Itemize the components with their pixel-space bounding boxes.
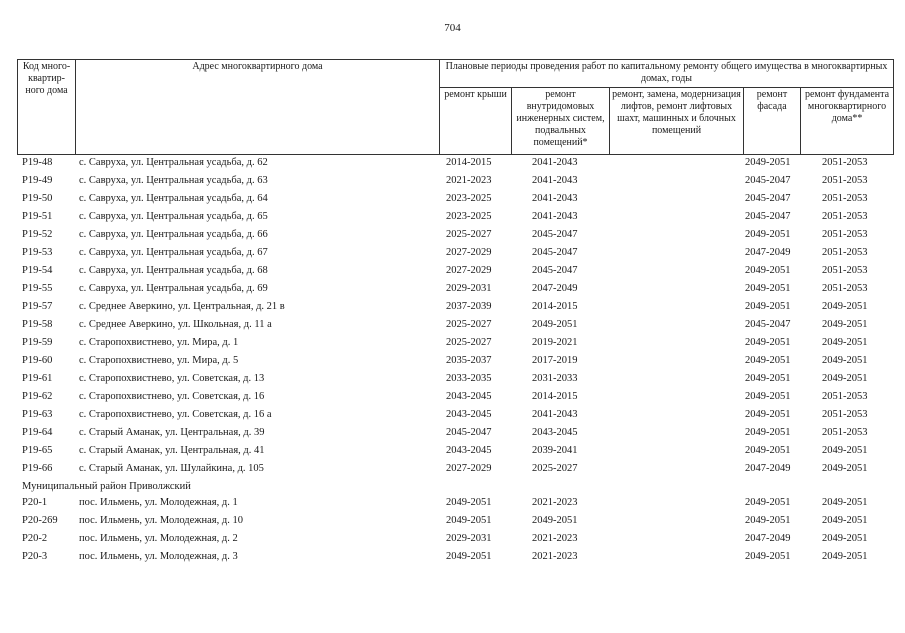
table-row bbox=[17, 354, 893, 372]
cell-address: с. Савруха, ул. Центральная усадьба, д. 67 bbox=[79, 247, 268, 258]
cell-facade: 2049-2051 bbox=[745, 373, 791, 384]
table-row bbox=[17, 210, 893, 228]
table-row bbox=[17, 444, 893, 462]
cell-engineering: 2045-2047 bbox=[532, 229, 578, 240]
cell-engineering: 2041-2043 bbox=[532, 175, 578, 186]
cell-facade: 2045-2047 bbox=[745, 211, 791, 222]
cell-facade: 2049-2051 bbox=[745, 355, 791, 366]
cell-foundation: 2051-2053 bbox=[822, 265, 868, 276]
cell-code: Р20-269 bbox=[22, 515, 58, 526]
cell-address: с. Старый Аманак, ул. Шулайкина, д. 105 bbox=[79, 463, 264, 474]
cell-roof: 2033-2035 bbox=[446, 373, 492, 384]
cell-facade: 2049-2051 bbox=[745, 283, 791, 294]
table-row bbox=[17, 156, 893, 174]
cell-roof: 2035-2037 bbox=[446, 355, 492, 366]
section-title: Муниципальный район Приволжский bbox=[22, 481, 191, 492]
cell-address: пос. Ильмень, ул. Молодежная, д. 3 bbox=[79, 551, 238, 562]
cell-code: Р19-50 bbox=[22, 193, 53, 204]
cell-foundation: 2051-2053 bbox=[822, 211, 868, 222]
table-row bbox=[17, 282, 893, 300]
table-row bbox=[17, 496, 893, 514]
table-row bbox=[17, 192, 893, 210]
cell-engineering: 2041-2043 bbox=[532, 193, 578, 204]
cell-facade: 2049-2051 bbox=[745, 427, 791, 438]
cell-foundation: 2051-2053 bbox=[822, 193, 868, 204]
cell-engineering: 2021-2023 bbox=[532, 533, 578, 544]
cell-engineering: 2049-2051 bbox=[532, 515, 578, 526]
cell-foundation: 2051-2053 bbox=[822, 409, 868, 420]
cell-address: с. Старопохвистнево, ул. Мира, д. 5 bbox=[79, 355, 239, 366]
cell-engineering: 2041-2043 bbox=[532, 409, 578, 420]
cell-code: Р19-59 bbox=[22, 337, 53, 348]
cell-address: с. Старопохвистнево, ул. Советская, д. 13 bbox=[79, 373, 265, 384]
cell-engineering: 2043-2045 bbox=[532, 427, 578, 438]
cell-code: Р19-53 bbox=[22, 247, 53, 258]
cell-roof: 2049-2051 bbox=[446, 497, 492, 508]
cell-engineering: 2017-2019 bbox=[532, 355, 578, 366]
cell-address: с. Старый Аманак, ул. Центральная, д. 41 bbox=[79, 445, 265, 456]
cell-roof: 2043-2045 bbox=[446, 409, 492, 420]
cell-code: Р19-64 bbox=[22, 427, 53, 438]
cell-roof: 2025-2027 bbox=[446, 319, 492, 330]
section-heading bbox=[17, 480, 893, 496]
cell-facade: 2045-2047 bbox=[745, 175, 791, 186]
cell-foundation: 2049-2051 bbox=[822, 533, 868, 544]
cell-engineering: 2031-2033 bbox=[532, 373, 578, 384]
table-row bbox=[17, 318, 893, 336]
cell-address: пос. Ильмень, ул. Молодежная, д. 2 bbox=[79, 533, 238, 544]
cell-code: Р19-61 bbox=[22, 373, 53, 384]
cell-address: с. Савруха, ул. Центральная усадьба, д. 66 bbox=[79, 229, 268, 240]
cell-address: с. Савруха, ул. Центральная усадьба, д. 64 bbox=[79, 193, 268, 204]
cell-address: с. Савруха, ул. Центральная усадьба, д. 62 bbox=[79, 157, 268, 168]
table-row bbox=[17, 426, 893, 444]
cell-roof: 2027-2029 bbox=[446, 265, 492, 276]
cell-engineering: 2014-2015 bbox=[532, 391, 578, 402]
cell-code: Р19-51 bbox=[22, 211, 53, 222]
cell-code: Р19-60 bbox=[22, 355, 53, 366]
cell-roof: 2029-2031 bbox=[446, 533, 492, 544]
cell-address: с. Савруха, ул. Центральная усадьба, д. 69 bbox=[79, 283, 268, 294]
cell-code: Р19-63 bbox=[22, 409, 53, 420]
cell-facade: 2049-2051 bbox=[745, 409, 791, 420]
cell-foundation: 2051-2053 bbox=[822, 427, 868, 438]
table-row bbox=[17, 264, 893, 282]
cell-code: Р20-1 bbox=[22, 497, 48, 508]
cell-facade: 2047-2049 bbox=[745, 533, 791, 544]
cell-roof: 2043-2045 bbox=[446, 445, 492, 456]
cell-roof: 2014-2015 bbox=[446, 157, 492, 168]
header-facade: ремонт фасада bbox=[744, 88, 801, 155]
cell-address: пос. Ильмень, ул. Молодежная, д. 10 bbox=[79, 515, 243, 526]
cell-facade: 2047-2049 bbox=[745, 463, 791, 474]
cell-foundation: 2051-2053 bbox=[822, 247, 868, 258]
cell-facade: 2049-2051 bbox=[745, 445, 791, 456]
table-row bbox=[17, 174, 893, 192]
cell-roof: 2027-2029 bbox=[446, 463, 492, 474]
header-lifts: ремонт, замена, модернизация лифтов, ремонт лифтовых шахт, машинных и блочных помещений bbox=[610, 88, 744, 155]
table-body bbox=[17, 156, 893, 568]
cell-engineering: 2025-2027 bbox=[532, 463, 578, 474]
cell-foundation: 2049-2051 bbox=[822, 373, 868, 384]
cell-facade: 2045-2047 bbox=[745, 193, 791, 204]
cell-address: с. Савруха, ул. Центральная усадьба, д. 63 bbox=[79, 175, 268, 186]
cell-foundation: 2049-2051 bbox=[822, 463, 868, 474]
header-foundation: ремонт фундамента многоквартирного дома** bbox=[801, 88, 894, 155]
cell-roof: 2021-2023 bbox=[446, 175, 492, 186]
cell-engineering: 2019-2021 bbox=[532, 337, 578, 348]
cell-facade: 2045-2047 bbox=[745, 319, 791, 330]
header-address: Адрес многоквартирного дома bbox=[76, 60, 440, 155]
cell-roof: 2045-2047 bbox=[446, 427, 492, 438]
page-number: 704 bbox=[444, 22, 461, 34]
cell-facade: 2049-2051 bbox=[745, 515, 791, 526]
cell-code: Р20-2 bbox=[22, 533, 48, 544]
cell-roof: 2043-2045 bbox=[446, 391, 492, 402]
cell-code: Р19-52 bbox=[22, 229, 53, 240]
cell-engineering: 2021-2023 bbox=[532, 497, 578, 508]
cell-facade: 2049-2051 bbox=[745, 265, 791, 276]
table-row bbox=[17, 390, 893, 408]
cell-foundation: 2051-2053 bbox=[822, 283, 868, 294]
cell-address: с. Старый Аманак, ул. Центральная, д. 39 bbox=[79, 427, 265, 438]
cell-engineering: 2021-2023 bbox=[532, 551, 578, 562]
cell-foundation: 2049-2051 bbox=[822, 355, 868, 366]
cell-address: с. Савруха, ул. Центральная усадьба, д. 65 bbox=[79, 211, 268, 222]
cell-code: Р19-54 bbox=[22, 265, 53, 276]
table-row bbox=[17, 228, 893, 246]
cell-code: Р19-58 bbox=[22, 319, 53, 330]
cell-foundation: 2049-2051 bbox=[822, 551, 868, 562]
cell-foundation: 2051-2053 bbox=[822, 229, 868, 240]
cell-facade: 2047-2049 bbox=[745, 247, 791, 258]
cell-code: Р19-55 bbox=[22, 283, 53, 294]
cell-address: с. Савруха, ул. Центральная усадьба, д. 68 bbox=[79, 265, 268, 276]
cell-engineering: 2014-2015 bbox=[532, 301, 578, 312]
cell-code: Р19-65 bbox=[22, 445, 53, 456]
header-periods: Плановые периоды проведения работ по капитальному ремонту общего имущества в многоквартирных домах, годы bbox=[440, 60, 894, 88]
cell-roof: 2049-2051 bbox=[446, 515, 492, 526]
cell-roof: 2025-2027 bbox=[446, 337, 492, 348]
cell-facade: 2049-2051 bbox=[745, 497, 791, 508]
cell-roof: 2029-2031 bbox=[446, 283, 492, 294]
cell-engineering: 2049-2051 bbox=[532, 319, 578, 330]
table-row bbox=[17, 408, 893, 426]
cell-foundation: 2051-2053 bbox=[822, 391, 868, 402]
cell-facade: 2049-2051 bbox=[745, 301, 791, 312]
header-roof: ремонт крыши bbox=[440, 88, 512, 155]
cell-roof: 2023-2025 bbox=[446, 193, 492, 204]
header-code: Код много-квартир-ного дома bbox=[18, 60, 76, 155]
cell-code: Р19-57 bbox=[22, 301, 53, 312]
header-engineering: ремонт внутридомовых инженерных систем, подвальных помещений* bbox=[512, 88, 610, 155]
cell-foundation: 2049-2051 bbox=[822, 337, 868, 348]
cell-roof: 2049-2051 bbox=[446, 551, 492, 562]
cell-facade: 2049-2051 bbox=[745, 337, 791, 348]
cell-address: с. Старопохвистнево, ул. Мира, д. 1 bbox=[79, 337, 239, 348]
cell-engineering: 2047-2049 bbox=[532, 283, 578, 294]
table-row bbox=[17, 532, 893, 550]
cell-engineering: 2039-2041 bbox=[532, 445, 578, 456]
cell-address: с. Среднее Аверкино, ул. Школьная, д. 11 а bbox=[79, 319, 272, 330]
table-row bbox=[17, 514, 893, 532]
cell-facade: 2049-2051 bbox=[745, 391, 791, 402]
cell-engineering: 2041-2043 bbox=[532, 211, 578, 222]
cell-facade: 2049-2051 bbox=[745, 157, 791, 168]
table-header bbox=[17, 59, 894, 155]
cell-code: Р19-66 bbox=[22, 463, 53, 474]
cell-address: с. Среднее Аверкино, ул. Центральная, д. 21 в bbox=[79, 301, 285, 312]
cell-code: Р19-48 bbox=[22, 157, 53, 168]
cell-facade: 2049-2051 bbox=[745, 229, 791, 240]
table-row bbox=[17, 550, 893, 568]
cell-foundation: 2049-2051 bbox=[822, 497, 868, 508]
cell-address: с. Старопохвистнево, ул. Советская, д. 16 а bbox=[79, 409, 272, 420]
table-row bbox=[17, 336, 893, 354]
cell-foundation: 2049-2051 bbox=[822, 445, 868, 456]
cell-foundation: 2049-2051 bbox=[822, 515, 868, 526]
cell-facade: 2049-2051 bbox=[745, 551, 791, 562]
cell-roof: 2027-2029 bbox=[446, 247, 492, 258]
cell-foundation: 2051-2053 bbox=[822, 175, 868, 186]
cell-code: Р19-62 bbox=[22, 391, 53, 402]
cell-address: пос. Ильмень, ул. Молодежная, д. 1 bbox=[79, 497, 238, 508]
table-row bbox=[17, 372, 893, 390]
cell-foundation: 2049-2051 bbox=[822, 301, 868, 312]
table-row bbox=[17, 300, 893, 318]
table-row bbox=[17, 462, 893, 480]
cell-engineering: 2045-2047 bbox=[532, 265, 578, 276]
cell-code: Р19-49 bbox=[22, 175, 53, 186]
cell-engineering: 2041-2043 bbox=[532, 157, 578, 168]
table-row bbox=[17, 246, 893, 264]
cell-foundation: 2051-2053 bbox=[822, 157, 868, 168]
cell-foundation: 2049-2051 bbox=[822, 319, 868, 330]
cell-roof: 2023-2025 bbox=[446, 211, 492, 222]
cell-engineering: 2045-2047 bbox=[532, 247, 578, 258]
cell-code: Р20-3 bbox=[22, 551, 48, 562]
cell-roof: 2025-2027 bbox=[446, 229, 492, 240]
cell-address: с. Старопохвистнево, ул. Советская, д. 16 bbox=[79, 391, 265, 402]
cell-roof: 2037-2039 bbox=[446, 301, 492, 312]
